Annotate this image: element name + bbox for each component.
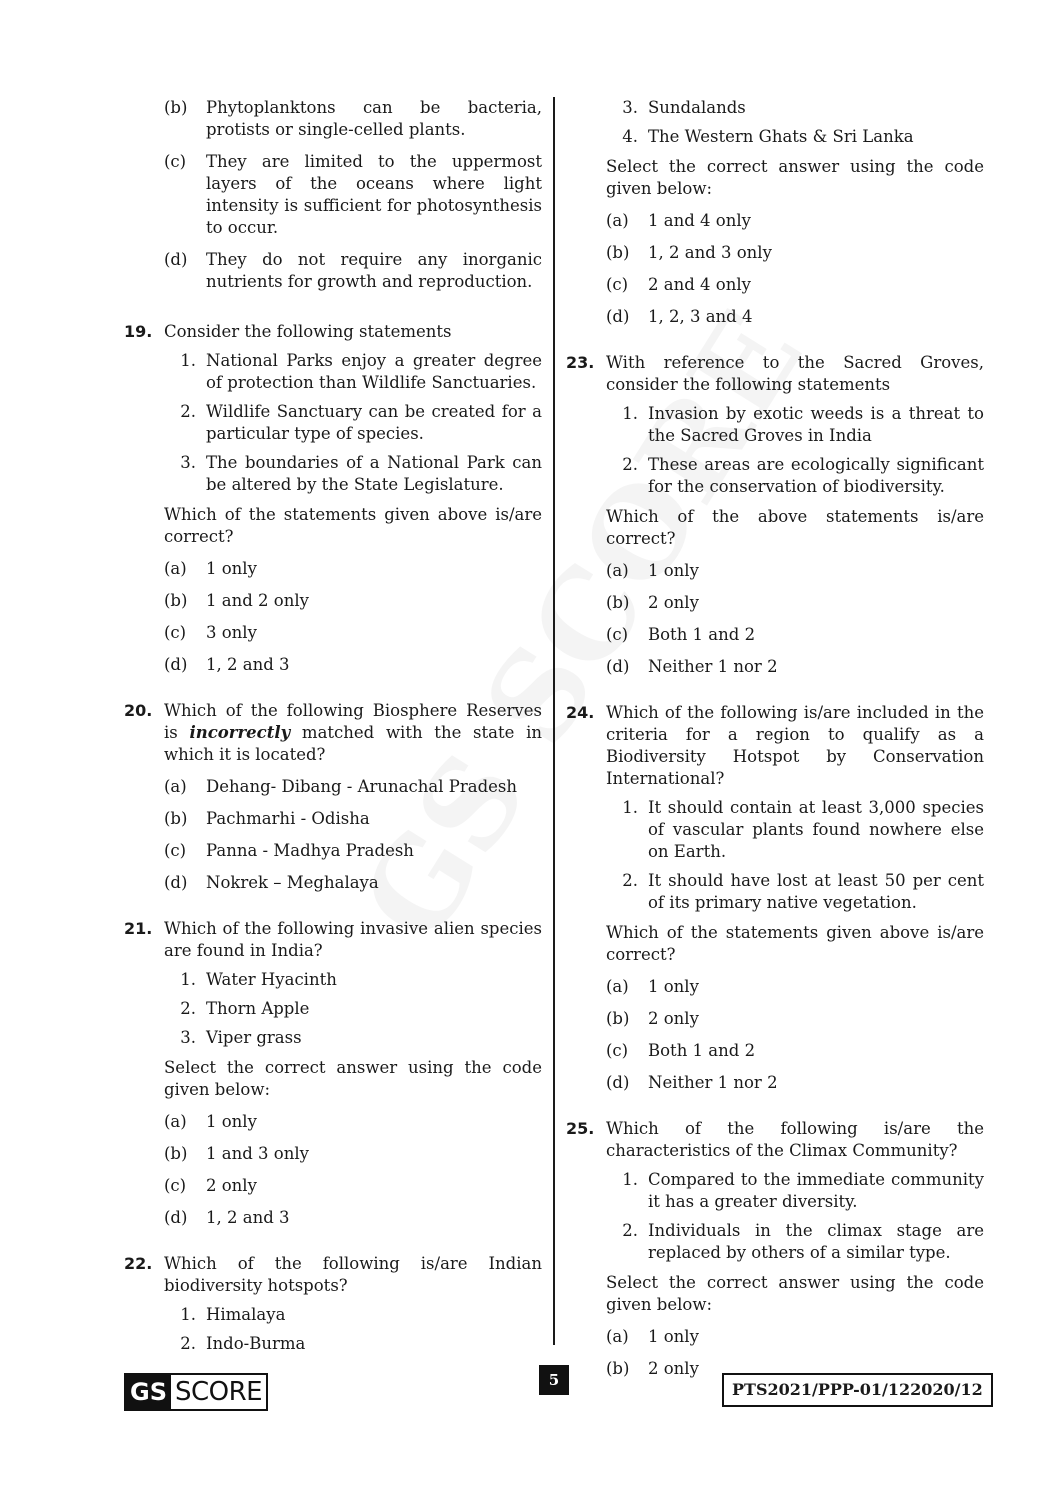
question-number: 22.	[124, 1254, 153, 1273]
option	[164, 872, 542, 894]
statement-number: 3.	[180, 1028, 196, 1047]
question-text-part: Which of the following Biosphere Reserves is	[164, 701, 542, 742]
option-text: Neither 1 nor 2	[648, 657, 778, 676]
option-text: 1 only	[648, 561, 699, 580]
option	[164, 1175, 542, 1197]
option	[164, 622, 542, 644]
statement-number: 2.	[622, 1221, 638, 1240]
statement-number: 2.	[622, 871, 638, 890]
gs-score-logo	[124, 1373, 268, 1411]
option-label: (b)	[164, 1144, 188, 1163]
option-text: Pachmarhi - Odisha	[206, 809, 370, 828]
option-text: They are limited to the uppermost layers of the oceans where light intensity is sufficient for photosynthesis to occur.	[206, 152, 542, 237]
statement	[606, 870, 984, 914]
option-text: 2 only	[648, 1359, 699, 1378]
statement-number: 4.	[622, 127, 638, 146]
statement-number: 3.	[180, 453, 196, 472]
option	[164, 97, 542, 141]
statement-text: Water Hyacinth	[206, 970, 337, 989]
option-label: (b)	[606, 243, 630, 262]
statement-number: 3.	[622, 98, 638, 117]
option-label: (b)	[606, 1009, 630, 1028]
logo-score: SCORE	[171, 1375, 266, 1409]
option-label: (b)	[606, 1359, 630, 1378]
option	[164, 249, 542, 293]
option	[164, 654, 542, 676]
question-number: 19.	[124, 322, 153, 341]
right-column	[566, 97, 984, 1398]
question-21	[124, 918, 542, 1229]
statement	[606, 454, 984, 498]
column-divider	[553, 97, 555, 1345]
option-label: (d)	[164, 1208, 188, 1227]
page-number: 5	[539, 1365, 569, 1395]
statement-text: Wildlife Sanctuary can be created for a particular type of species.	[206, 402, 542, 443]
answer-instruction: Select the correct answer using the code given below:	[606, 157, 984, 198]
option-text: They do not require any inorganic nutrients for growth and reproduction.	[206, 250, 542, 291]
option-text: 1 only	[648, 977, 699, 996]
question-number: 21.	[124, 919, 153, 938]
statement	[164, 1027, 542, 1049]
option-label: (a)	[164, 559, 187, 578]
option-text: 2 only	[648, 1009, 699, 1028]
statement	[606, 1220, 984, 1264]
statement-number: 2.	[180, 999, 196, 1018]
statement	[164, 969, 542, 991]
statement-text: National Parks enjoy a greater degree of protection than Wildlife Sanctuaries.	[206, 351, 542, 392]
option	[606, 274, 984, 296]
statement	[606, 1169, 984, 1213]
question-20	[124, 700, 542, 894]
statement-text: Viper grass	[206, 1028, 302, 1047]
statement-text: Himalaya	[206, 1305, 286, 1324]
statement-number: 1.	[622, 1170, 638, 1189]
option-label: (c)	[606, 275, 629, 294]
option-text: Both 1 and 2	[648, 1041, 756, 1060]
statement	[164, 452, 542, 496]
answer-instruction: Select the correct answer using the code given below:	[606, 1273, 984, 1314]
paper-code: PTS2021/PPP-01/122020/12	[722, 1373, 993, 1407]
option-label: (c)	[164, 1176, 187, 1195]
question-text: Which of the following is/are included in the criteria for a region to qualify as a Biodiversity Hotspot by Conservation International?	[606, 703, 984, 788]
option	[164, 590, 542, 612]
option-text: Phytoplanktons can be bacteria, protists or single-celled plants.	[206, 98, 542, 139]
question-text: Which of the following is/are Indian biodiversity hotspots?	[164, 1254, 542, 1295]
option-label: (a)	[606, 977, 629, 996]
option	[606, 592, 984, 614]
statement	[164, 401, 542, 445]
statement	[606, 797, 984, 863]
option-text: 1 only	[648, 1327, 699, 1346]
question-number: 24.	[566, 703, 595, 722]
option-label: (a)	[164, 1112, 187, 1131]
option-text: 2 and 4 only	[648, 275, 751, 294]
question-text	[164, 700, 542, 766]
statement-text: These areas are ecologically significant for the conservation of biodiversity.	[648, 455, 984, 496]
statement	[164, 998, 542, 1020]
statement-text: It should have lost at least 50 per cent of its primary native vegetation.	[648, 871, 984, 912]
statement-text: The Western Ghats & Sri Lanka	[648, 127, 914, 146]
option	[164, 776, 542, 798]
statement	[606, 126, 984, 148]
option	[164, 840, 542, 862]
option-text: 2 only	[206, 1176, 257, 1195]
option	[164, 558, 542, 580]
question-text-part: matched with the state in which it is located?	[164, 723, 542, 764]
option	[606, 656, 984, 678]
statement-number: 2.	[622, 455, 638, 474]
statement-text: Indo-Burma	[206, 1334, 306, 1353]
question-number: 20.	[124, 701, 153, 720]
option-label: (c)	[164, 841, 187, 860]
option-text: 1 and 3 only	[206, 1144, 309, 1163]
option	[164, 1111, 542, 1133]
question-23	[566, 352, 984, 678]
option-label: (a)	[606, 211, 629, 230]
statement	[606, 403, 984, 447]
option	[606, 1040, 984, 1062]
option-label: (d)	[606, 1073, 630, 1092]
question-24	[566, 702, 984, 1094]
statement-number: 1.	[622, 798, 638, 817]
question-text: Consider the following statements	[164, 322, 452, 341]
question-number: 25.	[566, 1119, 595, 1138]
answer-instruction: Select the correct answer using the code given below:	[164, 1058, 542, 1099]
option	[606, 560, 984, 582]
option	[164, 1143, 542, 1165]
option-text: 1, 2 and 3	[206, 1208, 290, 1227]
option-label: (c)	[164, 152, 187, 171]
option-text: Neither 1 nor 2	[648, 1073, 778, 1092]
option-text: Both 1 and 2	[648, 625, 756, 644]
option	[164, 808, 542, 830]
option-text: Nokrek – Meghalaya	[206, 873, 379, 892]
statement-text: Sundalands	[648, 98, 746, 117]
question-emphasis: incorrectly	[189, 723, 291, 742]
answer-instruction: Which of the above statements is/are correct?	[606, 507, 984, 548]
question-22-continued	[566, 97, 984, 328]
answer-instruction: Which of the statements given above is/are correct?	[606, 923, 984, 964]
option	[606, 210, 984, 232]
option-text: 1 only	[206, 1112, 257, 1131]
option-text: 1, 2, 3 and 4	[648, 307, 753, 326]
statement	[606, 97, 984, 119]
statement-text: It should contain at least 3,000 species of vascular plants found nowhere else on Earth.	[648, 798, 984, 861]
option-text: Dehang- Dibang - Arunachal Pradesh	[206, 777, 517, 796]
statement-text: Invasion by exotic weeds is a threat to the Sacred Groves in India	[648, 404, 984, 445]
option-label: (d)	[606, 657, 630, 676]
statement	[164, 350, 542, 394]
option-text: 1 and 4 only	[648, 211, 751, 230]
option-label: (b)	[606, 593, 630, 612]
option-text: 1, 2 and 3 only	[648, 243, 772, 262]
option	[606, 306, 984, 328]
option	[164, 151, 542, 239]
question-25	[566, 1118, 984, 1380]
statement-number: 1.	[180, 351, 196, 370]
option-label: (c)	[606, 1041, 629, 1060]
question-18-continued	[124, 97, 542, 293]
option-label: (d)	[606, 307, 630, 326]
statement-number: 2.	[180, 402, 196, 421]
option-text: 1 and 2 only	[206, 591, 309, 610]
option	[606, 976, 984, 998]
left-column	[124, 97, 542, 1373]
question-22	[124, 1253, 542, 1355]
statement-number: 1.	[622, 404, 638, 423]
option-label: (c)	[164, 623, 187, 642]
option	[606, 1072, 984, 1094]
statement	[164, 1333, 542, 1355]
option-text: 2 only	[648, 593, 699, 612]
option	[606, 1326, 984, 1348]
question-19	[124, 321, 542, 676]
statement-text: The boundaries of a National Park can be altered by the State Legislature.	[206, 453, 542, 494]
logo-gs: GS	[126, 1375, 171, 1409]
option-label: (b)	[164, 591, 188, 610]
statement-number: 1.	[180, 1305, 196, 1324]
option-label: (d)	[164, 873, 188, 892]
option-label: (d)	[164, 250, 188, 269]
statement-text: Thorn Apple	[206, 999, 310, 1018]
option	[606, 1008, 984, 1030]
question-number: 23.	[566, 353, 595, 372]
option-label: (b)	[164, 809, 188, 828]
option-label: (d)	[164, 655, 188, 674]
option-text: 1 only	[206, 559, 257, 578]
statement-number: 2.	[180, 1334, 196, 1353]
statement	[164, 1304, 542, 1326]
option	[164, 1207, 542, 1229]
option-label: (a)	[606, 1327, 629, 1346]
answer-instruction: Which of the statements given above is/are correct?	[164, 505, 542, 546]
option-label: (a)	[164, 777, 187, 796]
option-text: 1, 2 and 3	[206, 655, 290, 674]
option	[606, 624, 984, 646]
statement-text: Compared to the immediate community it has a greater diversity.	[648, 1170, 984, 1211]
question-text: With reference to the Sacred Groves, consider the following statements	[606, 353, 984, 394]
statement-text: Individuals in the climax stage are replaced by others of a similar type.	[648, 1221, 984, 1262]
option-label: (b)	[164, 98, 188, 117]
option-label: (c)	[606, 625, 629, 644]
question-text: Which of the following is/are the characteristics of the Climax Community?	[606, 1119, 984, 1160]
option-label: (a)	[606, 561, 629, 580]
option-text: Panna - Madhya Pradesh	[206, 841, 414, 860]
question-text: Which of the following invasive alien species are found in India?	[164, 919, 542, 960]
option	[606, 242, 984, 264]
statement-number: 1.	[180, 970, 196, 989]
option-text: 3 only	[206, 623, 257, 642]
